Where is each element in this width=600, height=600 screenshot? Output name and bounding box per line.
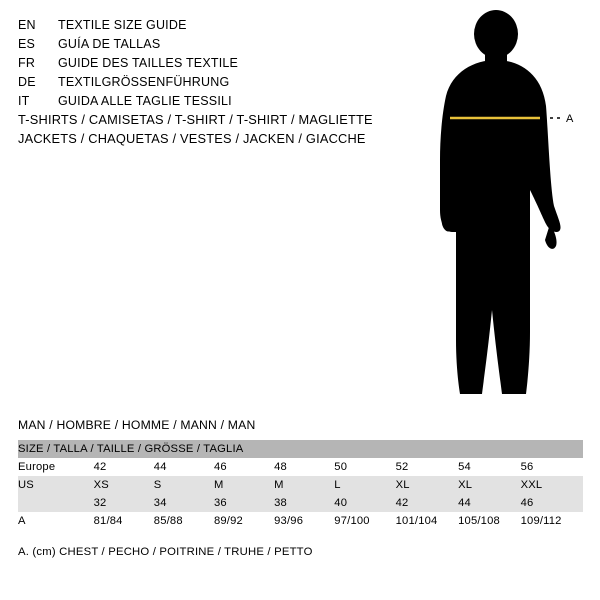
cell: 85/88 xyxy=(154,512,214,530)
row-label: Europe xyxy=(18,458,94,476)
language-row xyxy=(18,54,358,73)
cell: 42 xyxy=(94,458,154,476)
category-tshirts: T-SHIRTS / CAMISETAS / T-SHIRT / T-SHIRT / MAGLIETTE xyxy=(18,112,373,127)
category-list xyxy=(18,110,418,148)
cell: 97/100 xyxy=(334,512,395,530)
table-title: MAN / HOMBRE / HOMME / MANN / MAN xyxy=(18,418,256,432)
cell: 101/104 xyxy=(396,512,458,530)
cell: 44 xyxy=(458,494,520,512)
male-silhouette-icon xyxy=(400,10,590,400)
language-title: TEXTILGRÖSSENFÜHRUNG xyxy=(58,75,230,89)
cell: 105/108 xyxy=(458,512,520,530)
cell: 46 xyxy=(521,494,583,512)
cell: 93/96 xyxy=(274,512,334,530)
cell: 44 xyxy=(154,458,214,476)
row-label xyxy=(18,494,94,512)
table-header-row xyxy=(18,440,583,458)
table-row xyxy=(18,476,583,494)
cell: XXL xyxy=(521,476,583,494)
language-title: GUIDA ALLE TAGLIE TESSILI xyxy=(58,94,232,108)
language-title: TEXTILE SIZE GUIDE xyxy=(58,18,187,32)
cell: 54 xyxy=(458,458,520,476)
table-row xyxy=(18,458,583,476)
table-row xyxy=(18,512,583,530)
table-row xyxy=(18,494,583,512)
size-table xyxy=(18,440,583,530)
cell: 38 xyxy=(274,494,334,512)
cell: 32 xyxy=(94,494,154,512)
row-label: US xyxy=(18,476,94,494)
language-title: GUÍA DE TALLAS xyxy=(58,37,161,51)
cell: 34 xyxy=(154,494,214,512)
cell: 52 xyxy=(396,458,458,476)
language-code: IT xyxy=(18,94,30,108)
language-code: EN xyxy=(18,18,36,32)
cell: 50 xyxy=(334,458,395,476)
language-list xyxy=(18,16,358,111)
language-title: GUIDE DES TAILLES TEXTILE xyxy=(58,56,239,70)
chest-measure-label: A xyxy=(566,113,574,125)
table-header-label: SIZE / TALLA / TAILLE / GRÖSSE / TAGLIA xyxy=(18,440,583,458)
cell: 109/112 xyxy=(521,512,583,530)
language-code: FR xyxy=(18,56,36,70)
language-code: ES xyxy=(18,37,36,51)
language-row xyxy=(18,35,358,54)
cell: L xyxy=(334,476,395,494)
language-row xyxy=(18,73,358,92)
cell: 81/84 xyxy=(94,512,154,530)
language-code: DE xyxy=(18,75,36,89)
cell: 89/92 xyxy=(214,512,274,530)
cell: 48 xyxy=(274,458,334,476)
footnote: A. (cm) CHEST / PECHO / POITRINE / TRUHE / PETTO xyxy=(18,546,313,558)
row-label: A xyxy=(18,512,94,530)
language-row xyxy=(18,16,358,35)
cell: XL xyxy=(458,476,520,494)
category-jackets: JACKETS / CHAQUETAS / VESTES / JACKEN / GIACCHE xyxy=(18,131,366,146)
cell: 46 xyxy=(214,458,274,476)
language-row xyxy=(18,92,358,111)
cell: XS xyxy=(94,476,154,494)
cell: S xyxy=(154,476,214,494)
cell: XL xyxy=(396,476,458,494)
cell: 56 xyxy=(521,458,583,476)
cell: 42 xyxy=(396,494,458,512)
cell: 36 xyxy=(214,494,274,512)
cell: M xyxy=(274,476,334,494)
body-figure xyxy=(400,10,590,400)
cell: 40 xyxy=(334,494,395,512)
cell: M xyxy=(214,476,274,494)
